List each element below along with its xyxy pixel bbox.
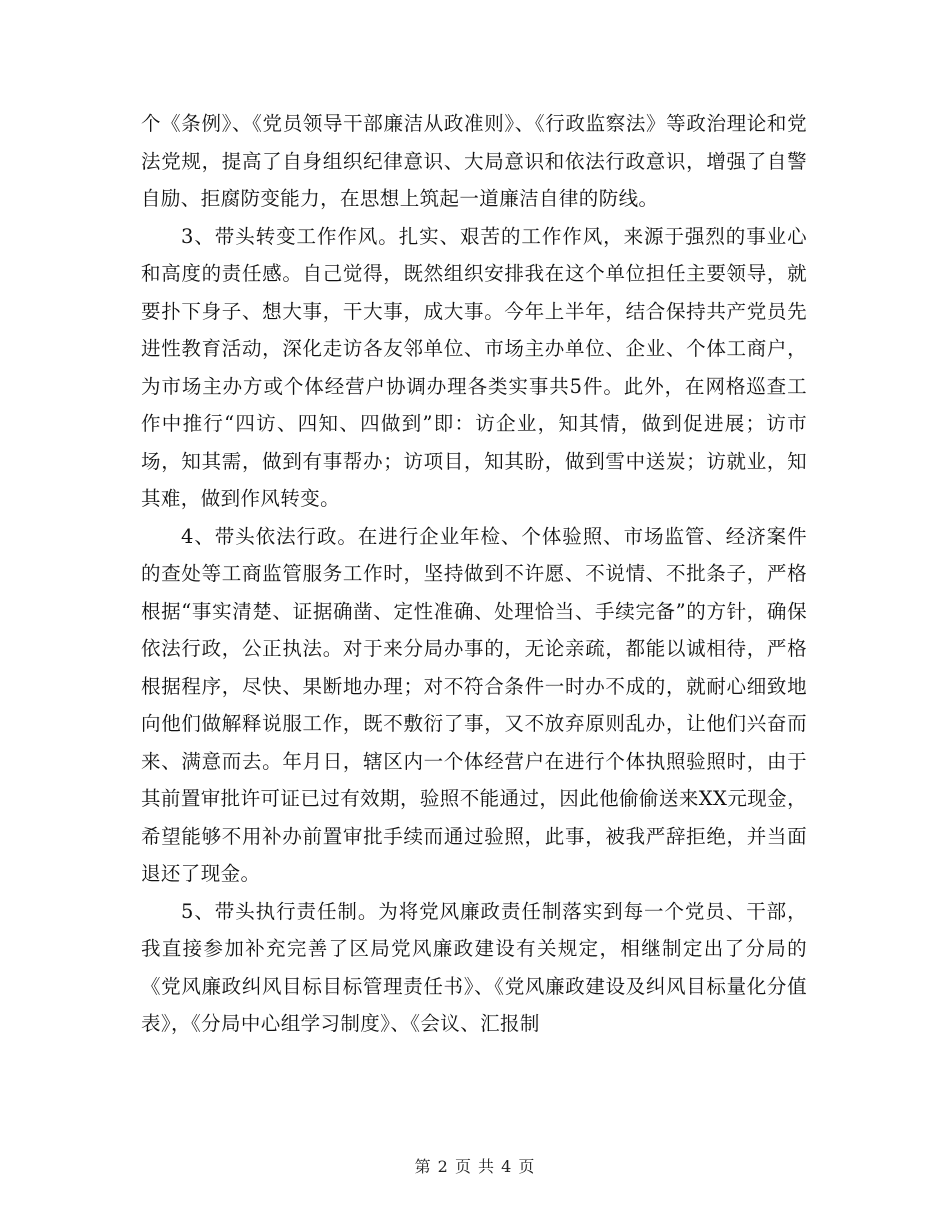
paragraph-3: 4、带头依法行政。在进行企业年检、个体验照、市场监管、经济案件的查处等工商监管服务工作时，坚持做到不许愿、不说情、不批条子，严格根据“事实清楚、证据确凿、定性准确、处理恰当、手续完备”的方针，确保依法行政，公正执法。对于来分局办事的，无论亲疏，都能以诚相待，严格根据程序，尽快、果断地办理；对不符合条件一时办不成的，就耐心细致地向他们做解释说服工作，既不敷衍了事，又不放弃原则乱办，让他们兴奋而来、满意而去。年月日，辖区内一个体经营户在进行个体执照验照时，由于其前置审批许可证已过有效期，验照不能通过，因此他偷偷送来XX元现金，希望能够不用补办前置审批手续而通过验照，此事，被我严辞拒绝，并当面退还了现金。 (141, 524, 807, 885)
paragraph-1: 个《条例》、《党员领导干部廉洁从政准则》、《行政监察法》等政治理论和党法党规，提高了自身组织纪律意识、大局意识和依法行政意识，增强了自警自励、拒腐防变能力，在思想上筑起一道廉洁自律的防线。 (141, 112, 807, 210)
paragraph-2: 3、带头转变工作作风。扎实、艰苦的工作作风，来源于强烈的事业心和高度的责任感。自己觉得，既然组织安排我在这个单位担任主要领导，就要扑下身子、想大事，干大事，成大事。今年上半年，结合保持共产党员先进性教育活动，深化走访各友邻单位、市场主办单位、企业、个体工商户，为市场主办方或个体经营户协调办理各类实事共5件。此外，在网格巡查工作中推行“四访、四知、四做到”即：访企业，知其情，做到促进展；访市场，知其需，做到有事帮办；访项目，知其盼，做到雪中送炭；访就业，知其难，做到作风转变。 (141, 224, 807, 510)
page-number-footer: 第 2 页 共 4 页 (414, 1157, 536, 1176)
body-text (141, 105, 807, 1043)
paragraph-4: 5、带头执行责任制。为将党风廉政责任制落实到每一个党员、干部，我直接参加补充完善了区局党风廉政建设有关规定，相继制定出了分局的《党风廉政纠风目标目标管理责任书》、《党风廉政建设及纠风目标量化分值表》，《分局中心组学习制度》、《会议、汇报制 (141, 899, 807, 1035)
